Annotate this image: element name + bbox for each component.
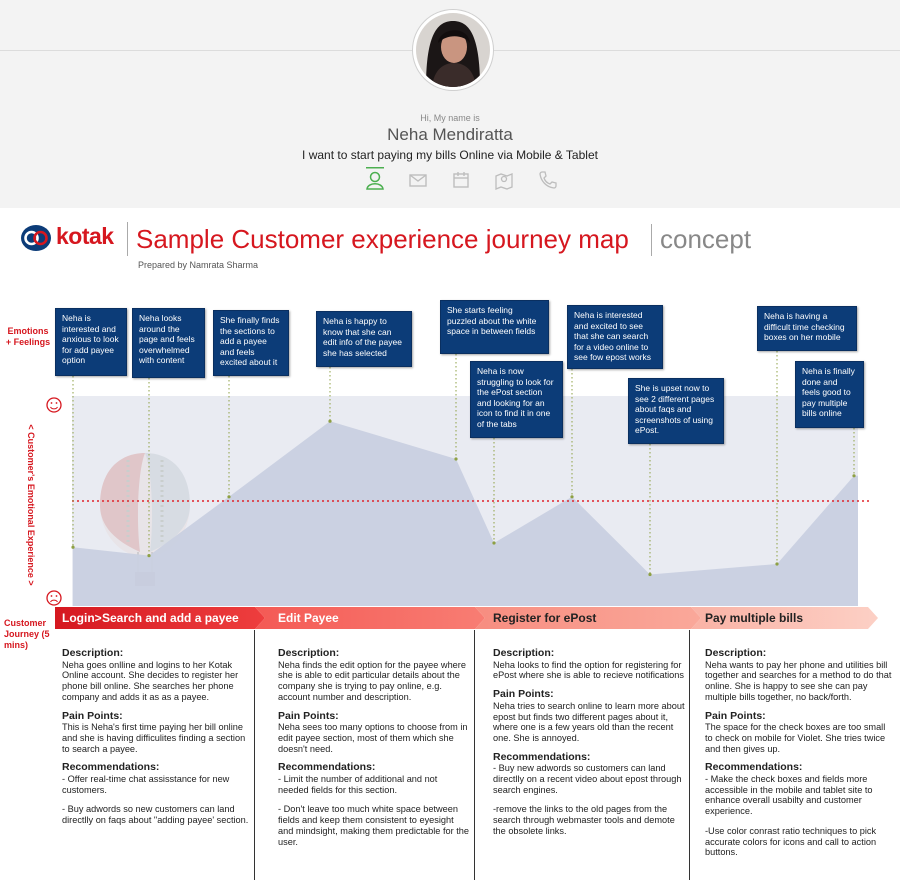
recommendation-item: - Offer real-time chat assisstance for new customers. xyxy=(62,774,230,795)
description-heading: Description: xyxy=(705,647,767,659)
happy-face-icon xyxy=(47,398,61,412)
column-divider xyxy=(689,630,690,880)
description-heading: Description: xyxy=(278,647,340,659)
recommendation-item: - Don't leave too much white space between fields and keep them consistent to eyesight and mindsight, making them predictable for the user. xyxy=(278,804,469,847)
stage-description: Neha goes onlline and logins to her Kotak Online account. She decides to register her phone bill online. She searches her phone company and adds it as as a payee. xyxy=(62,659,239,702)
emotional-axis-label xyxy=(14,420,36,590)
pain-points-heading: Pain Points: xyxy=(493,688,554,701)
emotion-point xyxy=(648,573,651,576)
column-divider xyxy=(474,630,475,880)
emotion-point xyxy=(454,457,457,460)
column-divider xyxy=(254,630,255,880)
stage-column-2 xyxy=(278,648,470,847)
recommendation-item: - Make the check boxes and fields more accessible in the mobile and tablet site to enhance overall usabilty and customer experience. xyxy=(705,774,873,817)
calendar-icon[interactable] xyxy=(448,167,474,193)
emotion-point xyxy=(71,546,74,549)
emotion-callout: She finally finds the sections to add a payee and feels excited about it xyxy=(213,310,289,376)
recommendation-item: -Use color conrast ratio techniques to pick accurate colors for icons and call to action buttons. xyxy=(705,825,877,858)
emotion-point xyxy=(775,562,778,565)
emotion-callout: Neha is finally done and feels good to pay multiple bills online xyxy=(795,361,864,428)
stage-pain-points: Neha sees too many options to choose from in edit payee section, most of them which she doesn't need. xyxy=(278,722,468,754)
stage-description: Neha wants to pay her phone and utilities bill together and searches for a method to do that online. She is happy to see she can pay multiple bills together, no back/forth. xyxy=(705,659,892,702)
page-subtitle: concept xyxy=(660,224,752,254)
stage-title-4: Pay multiple bills xyxy=(705,611,804,625)
emotion-callout: Neha is interested and excited to see that she can search for a video online to see fow epost works xyxy=(567,305,663,369)
emotion-point xyxy=(227,495,230,498)
stage-title-2: Edit Payee xyxy=(278,611,339,625)
stage-pain-points: Neha tries to search online to learn more about epost but finds two different pages about it, where one is a few years old than the recent one. She is annoyed. xyxy=(493,700,685,743)
profile-icon-bar xyxy=(362,167,562,193)
stage-description: Neha finds the edit option for the payee where she is able to edit particular details about the company she is trying to pay online, e.g. account number and description. xyxy=(278,659,466,702)
greeting-label: Hi, My name is xyxy=(420,113,480,123)
avatar xyxy=(413,10,493,90)
emotion-callout: Neha is having a difficult time checking boxes on her mobile xyxy=(757,306,857,351)
emotion-point xyxy=(492,541,495,544)
pain-points-heading: Pain Points: xyxy=(278,709,339,722)
pain-points-heading: Pain Points: xyxy=(62,709,123,722)
emotion-callout: She starts feeling puzzled about the white space in between fields xyxy=(440,300,549,354)
stage-column-4 xyxy=(705,648,895,858)
description-heading: Description: xyxy=(493,647,555,659)
stage-pain-points: This is Neha's first time paying her bill online and she is having difficulites finding a section to search a payee. xyxy=(62,722,246,754)
persona-name: Neha Mendiratta xyxy=(387,125,513,144)
author-credit: Prepared by Namrata Sharma xyxy=(138,260,259,270)
journey-label: Customer Journey (5 mins) xyxy=(4,618,50,650)
page-title: Sample Customer experience journey map xyxy=(136,224,629,254)
pain-points-heading: Pain Points: xyxy=(705,709,766,722)
person-icon[interactable] xyxy=(362,167,388,193)
stage-title-1: Search and add a payee xyxy=(102,611,239,625)
logo-text: kotak xyxy=(56,223,114,249)
map-pin-icon[interactable] xyxy=(491,167,517,193)
title-divider xyxy=(127,222,128,256)
persona-goal: I want to start paying my bills Online via Mobile & Tablet xyxy=(302,148,598,162)
login-label: Login> xyxy=(62,611,102,625)
title-divider xyxy=(651,224,652,256)
phone-icon[interactable] xyxy=(534,167,560,193)
emotions-label: Emotions + Feelings xyxy=(5,326,51,347)
emotion-point xyxy=(147,554,150,557)
axis-title: < Customer's Emotional Experience > xyxy=(26,424,36,586)
recommendations-heading: Recommendations: xyxy=(278,761,376,774)
recommendation-item: - Buy new adwords so customers can land directlly on a recent video about epost through search engines. xyxy=(493,763,682,795)
persona-header xyxy=(0,0,900,208)
recommendation-item: -remove the links to the old pages from the search through webmaster tools and demote the obsolete links. xyxy=(493,804,675,836)
sad-face-icon xyxy=(47,591,61,605)
recommendation-item: - Buy adwords so new customers can land directlly on faqs about "adding payee' section. xyxy=(62,804,249,826)
stage-column-1 xyxy=(62,648,250,826)
stage-description: Neha looks to find the option for registering for ePost where she is able to recieve notifications xyxy=(493,659,684,681)
description-heading: Description: xyxy=(62,647,124,659)
emotion-point xyxy=(328,420,331,423)
emotion-callout: Neha is now struggling to look for the ePost section and looking for an icon to find it in one of the tabs xyxy=(470,361,563,438)
emotion-callout: She is upset now to see 2 different pages about faqs and screenshots of using ePost. xyxy=(628,378,724,444)
kotak-logo-icon xyxy=(20,224,52,252)
recommendations-heading: Recommendations: xyxy=(705,761,803,774)
recommendation-item: - Limit the number of additional and not needed fields for this section. xyxy=(278,774,438,795)
emotion-point xyxy=(852,474,855,477)
stage-pain-points: The space for the check boxes are too small to check on mobile for Violet. She tries twice and then gives up. xyxy=(705,722,886,754)
emotion-callout: Neha is interested and anxious to look for add payee option xyxy=(55,308,127,376)
emotion-callout: Neha is happy to know that she can edit info of the payee she has selected xyxy=(316,311,412,367)
mail-icon[interactable] xyxy=(405,167,431,193)
emotion-point xyxy=(570,495,573,498)
emotion-callout: Neha looks around the page and feels overwhelmed with content xyxy=(132,308,205,378)
stage-title-3: Register for ePost xyxy=(493,611,597,625)
recommendations-heading: Recommendations: xyxy=(493,750,591,763)
recommendations-heading: Recommendations: xyxy=(62,761,160,774)
stage-column-3 xyxy=(493,648,685,837)
